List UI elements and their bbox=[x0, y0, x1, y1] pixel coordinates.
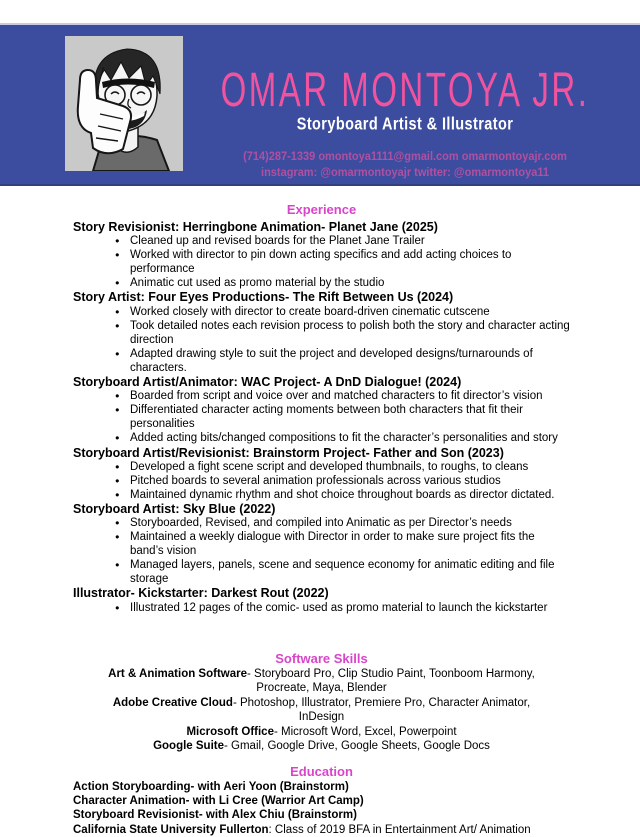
bullet-item: ● Cleaned up and revised boards for the Planet Jane Trailer bbox=[73, 234, 570, 248]
thumbs-up-cartoon bbox=[65, 36, 183, 171]
person-name: OMAR MONTOYA JR. bbox=[220, 62, 590, 117]
education-item bbox=[73, 794, 570, 808]
bullet-item: ● Managed layers, panels, scene and sequence economy for animatic editing and file storage bbox=[73, 558, 570, 586]
education-item bbox=[73, 808, 570, 822]
skill-line bbox=[73, 725, 570, 740]
bullet-item: ● Added acting bits/changed compositions to fit the character’s personalities and story bbox=[73, 431, 570, 445]
skill-line bbox=[73, 667, 570, 696]
job-heading: Story Artist: Four Eyes Productions- The Rift Between Us (2024) bbox=[73, 290, 454, 305]
resume-body bbox=[0, 186, 640, 837]
skill-tools: - Gmail, Google Drive, Google Sheets, Google Docs bbox=[224, 740, 490, 753]
skill-line bbox=[73, 739, 570, 754]
bullet-item: ● Animatic cut used as promo material by the studio bbox=[73, 276, 570, 290]
skill-category: Microsoft Office bbox=[186, 725, 274, 738]
skill-tools: - Storyboard Pro, Clip Studio Paint, Toonboom Harmony, Procreate, Maya, Blender bbox=[247, 667, 535, 695]
bullet-item: ● Differentiated character acting moments between both characters that fit their personalities bbox=[73, 403, 570, 431]
education-item bbox=[73, 823, 570, 837]
bullet-item: ● Boarded from script and voice over and matched characters to fit director’s vision bbox=[73, 389, 570, 403]
bullet-item: ● Adapted drawing style to suit the project and developed designs/turnarounds of characters. bbox=[73, 347, 570, 375]
skill-category: Adobe Creative Cloud bbox=[112, 696, 233, 709]
bullet-item: ● Maintained dynamic rhythm and shot choice throughout boards as director dictated. bbox=[73, 488, 570, 502]
portrait-illustration bbox=[65, 36, 183, 171]
contact-line-1: (714)287-1339 omontoya1111@gmail.com omarmontoyajr.com bbox=[243, 150, 567, 164]
job-heading: Storyboard Artist: Sky Blue (2022) bbox=[73, 501, 276, 516]
header-banner bbox=[0, 23, 640, 186]
job-heading: Storyboard Artist/Revisionist: Brainstorm Project- Father and Son (2023) bbox=[73, 445, 504, 460]
section-title-experience: Experience bbox=[286, 202, 357, 217]
education-item-rest: : Class of 2019 BFA in Entertainment Art/ Animation bbox=[268, 823, 531, 836]
bullet-item: ● Took detailed notes each revision process to polish both the story and character acting direction bbox=[73, 319, 570, 347]
job-heading: Illustrator- Kickstarter: Darkest Rout (2022) bbox=[73, 586, 329, 601]
software-skills-section bbox=[73, 651, 570, 754]
education-item-bold: Storyboard Revisionist- with Alex Chiu (Brainstorm) bbox=[73, 809, 357, 822]
education-item-bold: Action Storyboarding- with Aeri Yoon (Brainstorm) bbox=[73, 780, 349, 793]
bullet-item: ● Maintained a weekly dialogue with Director in order to make sure project fits the band’s vision bbox=[73, 530, 570, 558]
section-title-software-skills: Software Skills bbox=[275, 650, 368, 666]
education-section bbox=[73, 764, 570, 837]
contact-line-2: instagram: @omarmontoyajr twitter: @omarmontoya11 bbox=[261, 166, 549, 180]
job-heading: Story Revisionist: Herringbone Animation- Planet Jane (2025) bbox=[73, 220, 438, 234]
education-item-bold: California State University Fullerton bbox=[73, 823, 269, 836]
bullet-item: ● Storyboarded, Revised, and compiled into Animatic as per Director’s needs bbox=[73, 516, 570, 530]
skill-tools: - Photoshop, Illustrator, Premiere Pro, Character Animator, InDesign bbox=[232, 696, 531, 724]
section-title-education: Education bbox=[290, 763, 353, 779]
education-item-bold: Character Animation- with Li Cree (Warrior Art Camp) bbox=[73, 794, 364, 807]
bullet-item: ● Developed a fight scene script and developed thumbnails, to roughs, to cleans bbox=[73, 460, 570, 474]
skill-category: Google Suite bbox=[153, 740, 224, 753]
bullet-item: ● Pitched boards to several animation professionals across various studios bbox=[73, 474, 570, 488]
bullet-item: ● Illustrated 12 pages of the comic- used as promo material to launch the kickstarter bbox=[73, 601, 570, 615]
skill-line bbox=[73, 696, 570, 725]
skill-category: Art & Animation Software bbox=[108, 667, 247, 680]
skill-tools: - Microsoft Word, Excel, Powerpoint bbox=[273, 725, 457, 738]
bullet-item: ● Worked closely with director to create board-driven cinematic cutscene bbox=[73, 305, 570, 319]
bullet-item: ● Worked with director to pin down acting specifics and add acting choices to performance bbox=[73, 248, 570, 276]
job-heading: Storyboard Artist/Animator: WAC Project- A DnD Dialogue! (2024) bbox=[73, 375, 462, 390]
education-item bbox=[73, 780, 570, 794]
person-title: Storyboard Artist & Illustrator bbox=[296, 115, 514, 135]
